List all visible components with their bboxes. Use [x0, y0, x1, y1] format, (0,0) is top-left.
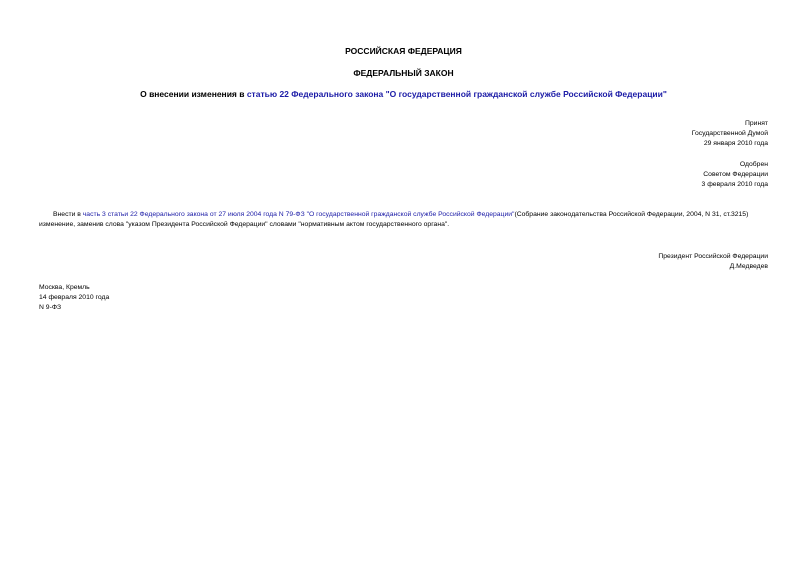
approval-body: Советом Федерации [703, 171, 768, 179]
signature-name: Д.Медведев [729, 263, 768, 271]
law-number: N 9-ФЗ [39, 304, 62, 312]
approval-date: 3 февраля 2010 года [701, 181, 768, 189]
law-body [39, 210, 769, 230]
country-heading: РОССИЙСКАЯ ФЕДЕРАЦИЯ [345, 46, 462, 56]
document-title [0, 89, 807, 100]
place-date-block [39, 283, 109, 314]
doc-type-heading: ФЕДЕРАЛЬНЫЙ ЗАКОН [353, 68, 454, 78]
approval-block [702, 160, 768, 191]
place-date: 14 февраля 2010 года [39, 294, 110, 302]
paragraph-suffix: (Собрание законодательства Российской Федерации, 2004, N 31, ст.3215) изменение, заменив слова "указом Президента Российской Федерации" словами "нормативным актом государственного органа". [39, 211, 749, 229]
title-prefix: О внесении изменения в [140, 89, 247, 99]
approval-label: Одобрен [739, 161, 768, 168]
signature-position: Президент Российской Федерации [658, 253, 768, 260]
adoption-body: Государственной Думой [691, 130, 768, 138]
place-location: Москва, Кремль [39, 284, 90, 291]
signature-block [658, 252, 768, 272]
adoption-date: 29 января 2010 года [703, 140, 768, 148]
adoption-label: Принят [744, 120, 768, 127]
law-reference-link[interactable]: часть 3 статьи 22 Федерального закона от 27 июля 2004 года N 79-ФЗ "О государственной гражданской службе Российской Федерации" [82, 211, 515, 218]
title-article-link[interactable]: статью 22 Федерального закона "О государственной гражданской службе Российской Федерации" [246, 89, 667, 99]
adoption-block [692, 119, 768, 150]
law-paragraph [39, 210, 769, 230]
paragraph-prefix: Внести в [53, 211, 83, 218]
